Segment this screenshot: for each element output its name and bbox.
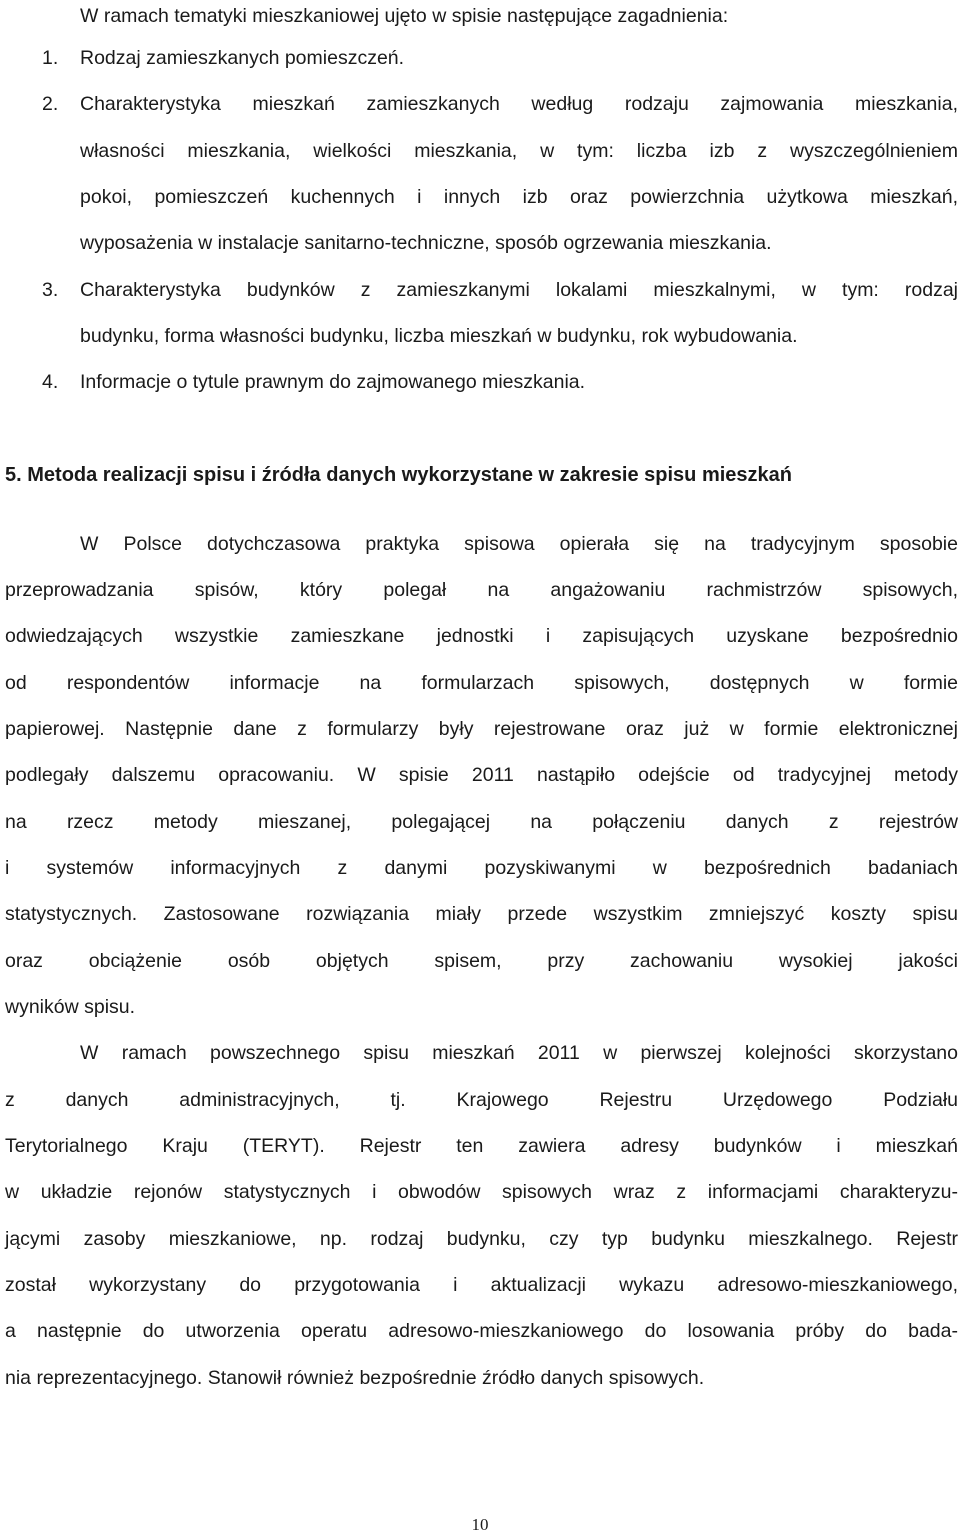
paragraph-line: podlegały dalszemu opracowaniu. W spisie 2011 nastąpiło odejście od tradycyjnej metody	[5, 764, 958, 786]
list-item-line: własności mieszkania, wielkości mieszkania, w tym: liczba izb z wyszczególnieniem	[80, 140, 958, 162]
paragraph-line: na rzecz metody mieszanej, polegającej na połączeniu danych z rejestrów	[5, 811, 958, 833]
list-item-line: Charakterystyka mieszkań zamieszkanych według rodzaju zajmowania mieszkania,	[80, 93, 958, 115]
list-number: 4.	[42, 371, 59, 393]
paragraph-line: oraz obciążenie osób objętych spisem, przy zachowaniu wysokiej jakości	[5, 950, 958, 972]
list-number: 1.	[42, 47, 59, 69]
paragraph-line: W Polsce dotychczasowa praktyka spisowa opierała się na tradycyjnym sposobie	[80, 533, 958, 555]
list-item-line: wyposażenia w instalacje sanitarno-techniczne, sposób ogrzewania mieszkania.	[80, 232, 772, 254]
paragraph-line: i systemów informacyjnych z danymi pozyskiwanymi w bezpośrednich badaniach	[5, 857, 958, 879]
paragraph-line: przeprowadzania spisów, który polegał na angażowaniu rachmistrzów spisowych,	[5, 579, 958, 601]
paragraph-line: wyników spisu.	[5, 996, 136, 1018]
paragraph-line: W ramach powszechnego spisu mieszkań 2011 w pierwszej kolejności skorzystano	[80, 1042, 958, 1064]
list-number: 3.	[42, 279, 59, 301]
list-item-line: Informacje o tytule prawnym do zajmowanego mieszkania.	[80, 371, 586, 393]
paragraph-line: papierowej. Następnie dane z formularzy były rejestrowane oraz już w formie elektronicznej	[5, 718, 958, 740]
paragraph-line: a następnie do utworzenia operatu adresowo-mieszkaniowego do losowania próby do bada-	[5, 1320, 958, 1342]
list-item-line: Rodzaj zamieszkanych pomieszczeń.	[80, 47, 405, 69]
paragraph-line: od respondentów informacje na formularzach spisowych, dostępnych w formie	[5, 672, 958, 694]
paragraph-line: Terytorialnego Kraju (TERYT). Rejestr ten zawiera adresy budynków i mieszkań	[5, 1135, 958, 1157]
paragraph-line: statystycznych. Zastosowane rozwiązania miały przede wszystkim zmniejszyć koszty spisu	[5, 903, 958, 925]
page-number: 10	[471, 1515, 489, 1534]
paragraph-line: nia reprezentacyjnego. Stanowił również bezpośrednie źródło danych spisowych.	[5, 1367, 705, 1389]
list-number: 2.	[42, 93, 59, 115]
paragraph-line: jącymi zasoby mieszkaniowe, np. rodzaj budynku, czy typ budynku mieszkalnego. Rejestr	[5, 1228, 958, 1250]
section-number: 5.	[5, 464, 22, 486]
list-item-line: Charakterystyka budynków z zamieszkanymi lokalami mieszkalnymi, w tym: rodzaj	[80, 279, 958, 301]
paragraph-line: odwiedzających wszystkie zamieszkane jednostki i zapisujących uzyskane bezpośrednio	[5, 625, 958, 647]
section-heading	[5, 463, 792, 487]
paragraph-line: z danych administracyjnych, tj. Krajowego Rejestru Urzędowego Podziału	[5, 1089, 958, 1111]
section-title: Metoda realizacji spisu i źródła danych wykorzystane w zakresie spisu mieszkań	[27, 464, 792, 486]
paragraph-line: został wykorzystany do przygotowania i aktualizacji wykazu adresowo-mieszkaniowego,	[5, 1274, 958, 1296]
paragraph-line: w układzie rejonów statystycznych i obwodów spisowych wraz z informacjami charakteryzu-	[5, 1181, 958, 1203]
list-item-line: budynku, forma własności budynku, liczba mieszkań w budynku, rok wybudowania.	[80, 325, 798, 347]
intro-text: W ramach tematyki mieszkaniowej ujęto w spisie następujące zagadnienia:	[80, 5, 729, 27]
list-item-line: pokoi, pomieszczeń kuchennych i innych izb oraz powierzchnia użytkowa mieszkań,	[80, 186, 958, 208]
